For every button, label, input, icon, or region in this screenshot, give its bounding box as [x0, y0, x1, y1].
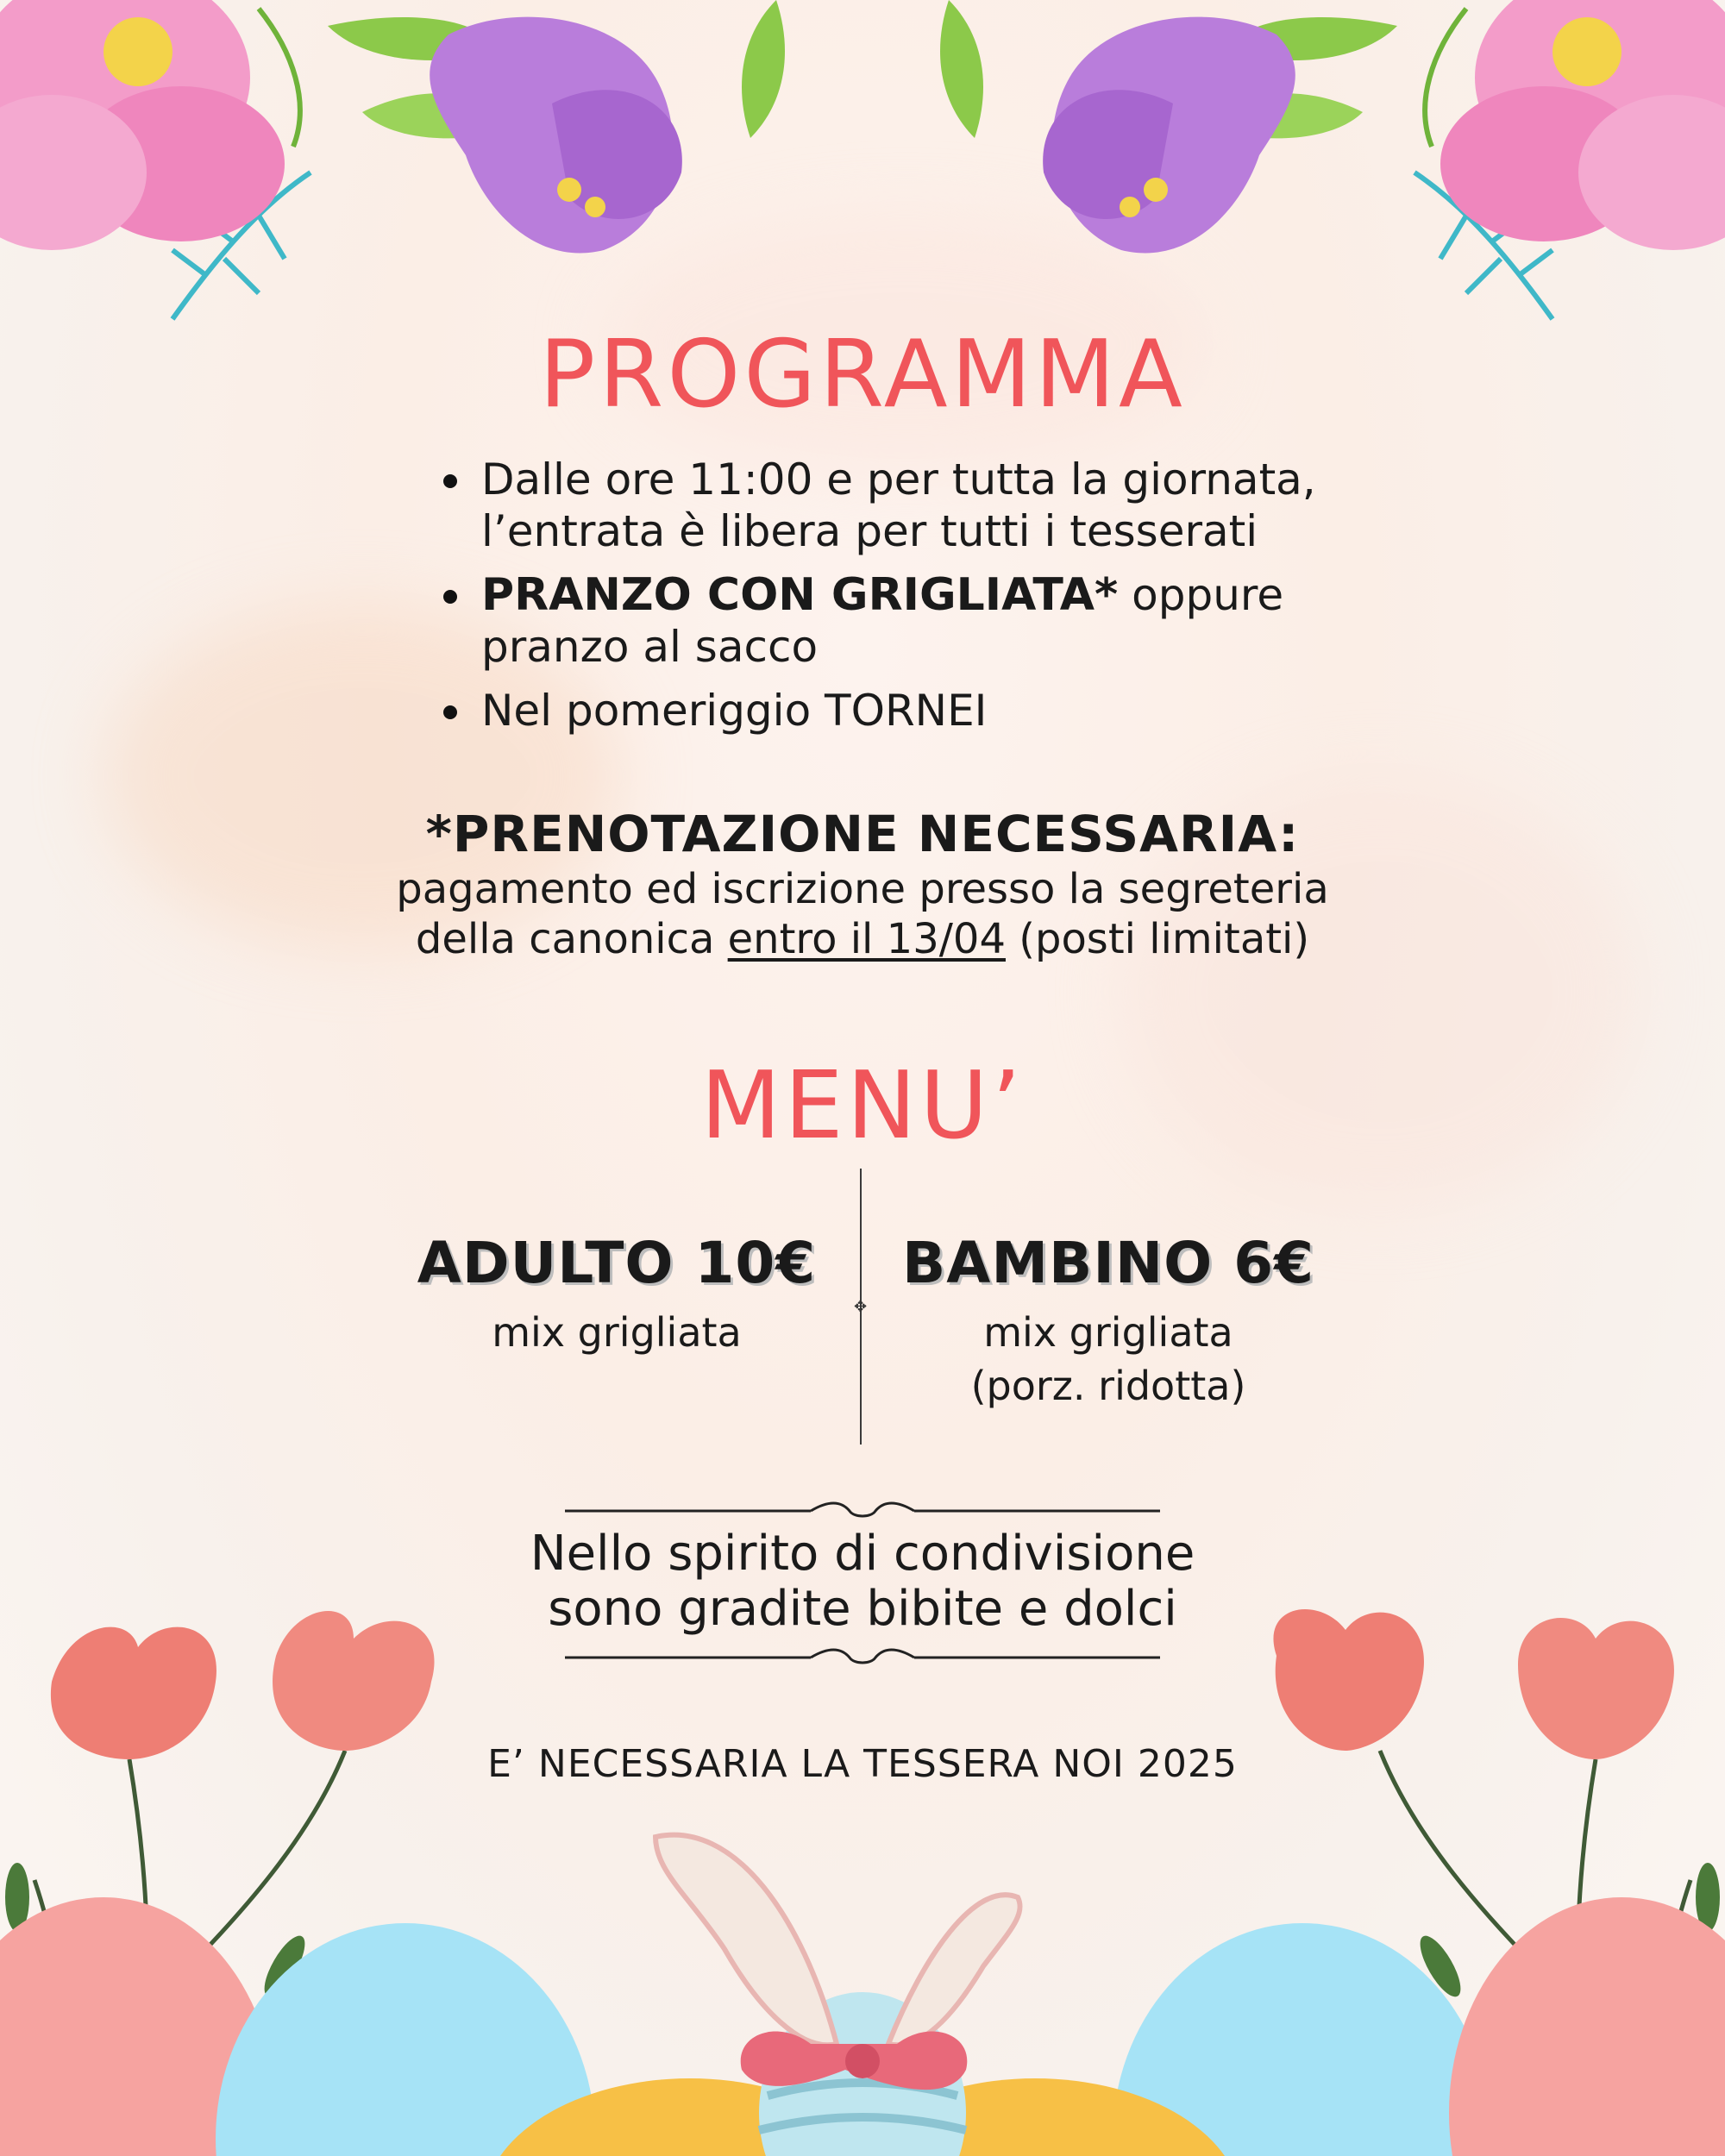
- item-text: Dalle ore 11:00 e per tutta la giornata,: [481, 454, 1316, 505]
- deadline-text: entro il 13/04: [727, 915, 1006, 963]
- condivisione-line: sono gradite bibite e dolci: [548, 1581, 1177, 1637]
- adulto-price: ADULTO 10€: [417, 1230, 817, 1296]
- ornament-icon: ✥: [854, 1298, 868, 1316]
- bambino-desc-note: (porz. ridotta): [970, 1363, 1246, 1409]
- item-text: Nel pomeriggio TORNEI: [481, 686, 988, 736]
- bambino-price: BAMBINO 6€: [901, 1230, 1315, 1296]
- prenotazione-text: della canonica: [415, 915, 728, 963]
- prenotazione-heading: *PRENOTAZIONE NECESSARIA:: [425, 805, 1300, 863]
- tessera-notice: E’ NECESSARIA LA TESSERA NOI 2025: [487, 1742, 1238, 1786]
- item-text: pranzo al sacco: [481, 622, 819, 672]
- programma-title: PROGRAMMA: [539, 321, 1186, 429]
- item-text: l’entrata è libera per tutti i tesserati: [481, 506, 1258, 556]
- item-bold-text: PRANZO CON GRIGLIATA*: [481, 569, 1119, 621]
- bambino-desc: mix grigliata: [983, 1309, 1233, 1356]
- item-text: oppure: [1118, 570, 1284, 620]
- prenotazione-text: (posti limitati): [1005, 915, 1310, 963]
- condivisione-line: Nello spirito di condivisione: [530, 1526, 1195, 1582]
- prenotazione-line: pagamento ed iscrizione presso la segreteria: [396, 865, 1329, 913]
- adulto-desc: mix grigliata: [492, 1309, 742, 1356]
- condivisione-text: [0, 1526, 1725, 1637]
- menu-title: MENU’: [700, 1052, 1025, 1160]
